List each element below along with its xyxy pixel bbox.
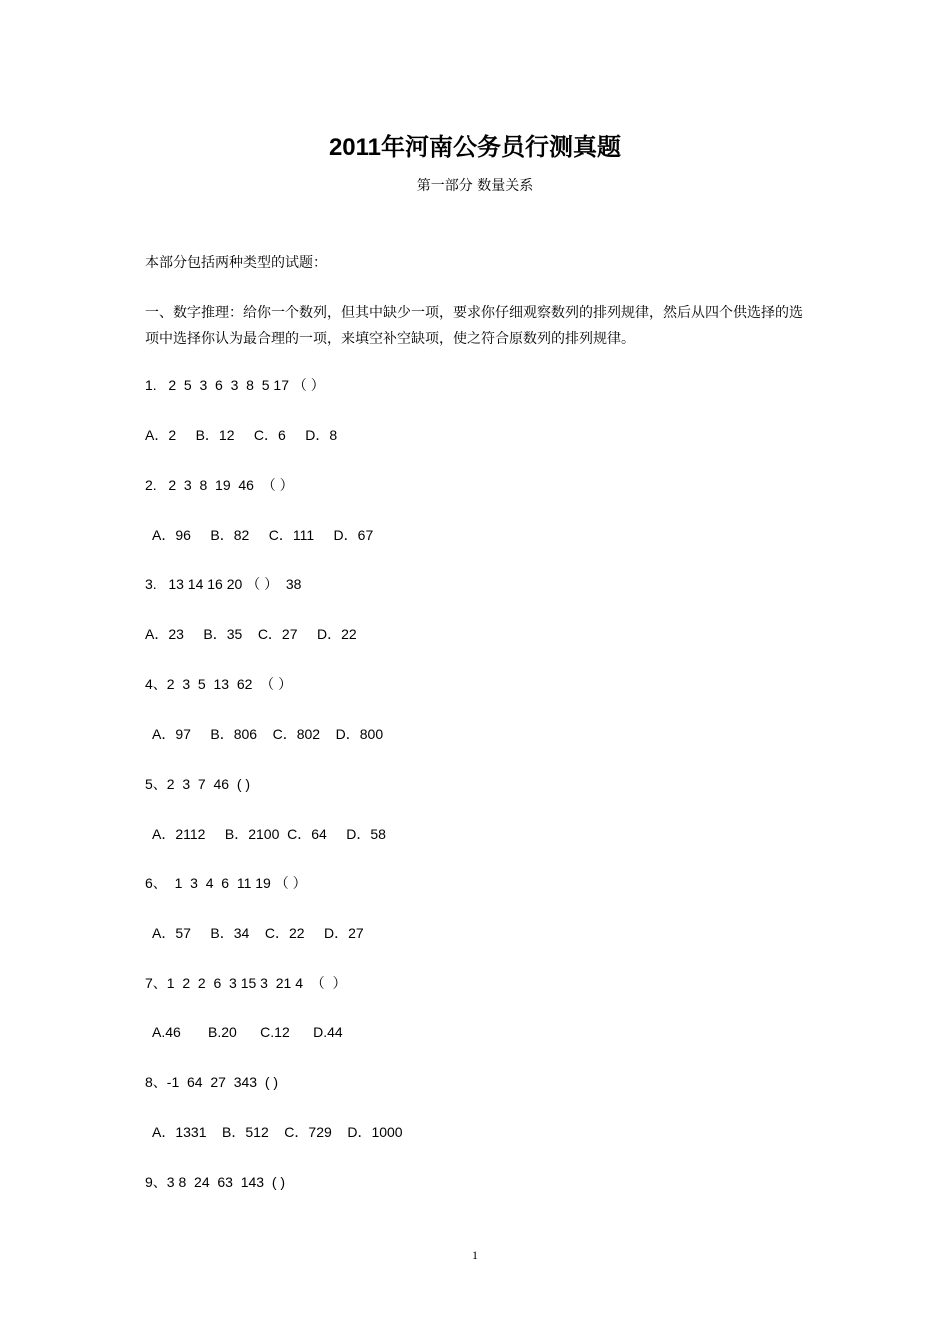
question-4: 4、2 3 5 13 62 （ ） [145,676,293,692]
question-3: 3. 13 14 16 20 （ ） 38 [145,576,302,592]
section-subtitle: 第一部分 数量关系 [416,178,534,194]
options-3: A．23 B．35 C．27 D．22 [145,626,357,642]
question-6: 6、 1 3 4 6 11 19 （ ） [145,875,307,891]
question-7: 7、1 2 2 6 3 15 3 21 4 （ ） [145,975,347,991]
question-8: 8、-1 64 27 343 ( ) [145,1074,279,1090]
page-title: 2011年河南公务员行测真题 [328,134,622,161]
options-2: A．96 B．82 C．111 D．67 [145,527,374,543]
intro-text: 本部分包括两种类型的试题： [145,255,327,271]
question-5: 5、2 3 7 46 ( ) [145,776,251,792]
question-1: 1. 2 5 3 6 3 8 5 17 （ ） [145,377,325,393]
options-7: A.46 B.20 C.12 D.44 [145,1024,343,1040]
options-4: A．97 B．806 C．802 D．800 [145,726,384,742]
page-number: 1 [472,1248,478,1262]
question-2: 2. 2 3 8 19 46 （ ） [145,477,294,493]
options-5: A．2112 B．2100 C．64 D．58 [145,826,386,842]
instruction-paragraph: 一、数字推理：给你一个数列，但其中缺少一项，要求你仔细观察数列的排列规律，然后从四个供选择的选项中选择你认为最合理的一项，来填空补空缺项，使之符合原数列的排列规律。 [145,305,803,347]
options-1: A．2 B．12 C．6 D．8 [145,427,338,443]
options-8: A．1331 B．512 C．729 D．1000 [145,1124,403,1140]
question-9: 9、3 8 24 63 143 ( ) [145,1174,286,1190]
options-6: A．57 B．34 C．22 D．27 [145,925,364,941]
